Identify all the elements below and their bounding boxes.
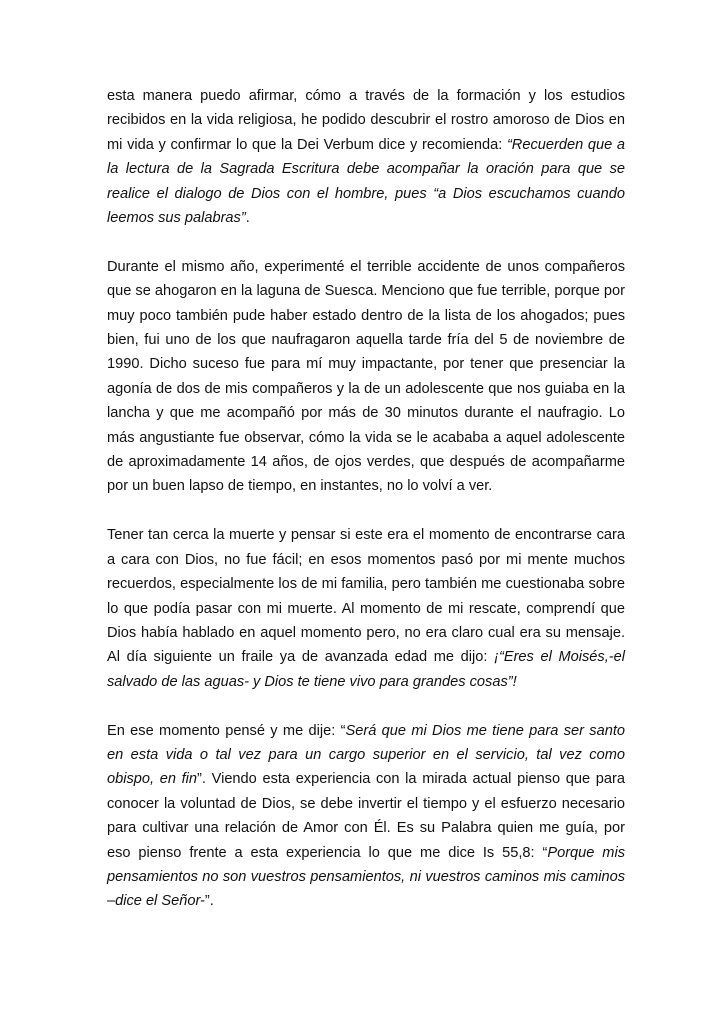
text-run: ”. Viendo esta experiencia con la mirada actual pienso que para conocer la voluntad de Dios, se debe invertir el tiempo y el esfuerzo necesario para cultivar una relación de Amor con Él. Es su Palabra quien me guía, por eso pienso frente a esta experiencia lo que me dice Is 55,8: “: [107, 771, 625, 861]
text-run: ”.: [204, 893, 214, 910]
text-run: En ese momento pensé y me dije: “: [107, 722, 346, 739]
paragraph-reflection: [107, 719, 625, 914]
text-run: Tener tan cerca la muerte y pensar si este era el momento de encontrarse cara a cara con Dios, no fue fácil; en esos momentos pasó por mi mente muchos recuerdos, especialmente los de mi familia, pero también me cuestionaba sobre lo que podía pasar con mi muerte. Al momento de mi rescate, comprendí que Dios había hablado en aquel momento pero, no era claro cual era su mensaje. Al día siguiente un fraile ya de avanzada edad me dijo:: [107, 527, 625, 666]
paragraph-rescue: [107, 523, 625, 694]
moses-quote: ¡“Eres el Moisés,-el salvado de las aguas- y Dios te tiene vivo para grandes cosas”!: [107, 649, 625, 690]
text-run: esta manera puedo afirmar, cómo a través de la formación y los estudios recibidos en la vida religiosa, he podido descubrir el rostro amoroso de Dios en mi vida y confirmar lo que la Dei Verbum dice y recomienda:: [107, 88, 625, 153]
text-run: Durante el mismo año, experimenté el terrible accidente de unos compañeros que se ahogaron en la laguna de Suesca. Menciono que fue terrible, porque por muy poco también pude haber estado dentro de la lista de los ahogados; pues bien, fui uno de los que naufragaron aquella tarde fría del 5 de noviembre de 1990. Dicho suceso fue para mí muy impactante, por tener que presenciar la agonía de dos de mis compañeros y la de un adolescente que nos guiaba en la lancha y que me acompañó por más de 30 minutos durante el naufragio. Lo más angustiante fue observar, cómo la vida se le acababa a aquel adolescente de aproximadamente 14 años, de ojos verdes, que después de acompañarme por un buen lapso de tiempo, en instantes, no lo volví a ver.: [107, 258, 625, 495]
dei-verbum-quote: “Recuerden que a la lectura de la Sagrada Escritura debe acompañar la oración para que se realice el dialogo de Dios con el hombre, pues “a Dios escuchamos cuando leemos sus palabras”: [107, 136, 625, 227]
inner-thought-quote: Será que mi Dios me tiene para ser santo en esta vida o tal vez para un cargo superior en el servicio, tal vez como obispo, en fin: [107, 722, 625, 788]
text-run: .: [245, 210, 250, 227]
paragraph-formation: [107, 84, 625, 230]
document-page: [107, 84, 625, 938]
paragraph-accident: [107, 255, 625, 499]
isaiah-quote: Porque mis pensamientos no son vuestros pensamientos, ni vuestros caminos mis caminos –dice el Señor-: [107, 844, 625, 910]
